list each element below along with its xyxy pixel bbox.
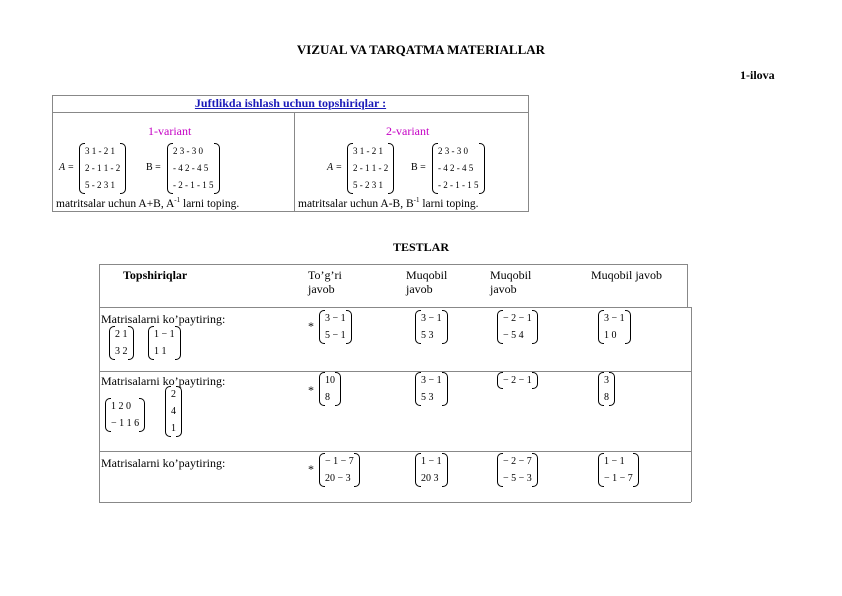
matrix-row: 2 - 1 1 - 2 xyxy=(85,163,121,173)
pair-work-header: Juftlikda ishlash uchun topshiriqlar : xyxy=(53,96,528,113)
variant1-label: 1-variant xyxy=(148,124,192,138)
row3-alt-answer-3: 1 − 1 − 1 − 7 xyxy=(604,453,633,487)
question-text: Matrisalarni ko’paytiring: xyxy=(101,374,226,388)
row1-matrix-1: 2 1 3 2 xyxy=(115,326,128,360)
variant2-matrix-b xyxy=(438,143,479,194)
matrix-row: - 2 - 1 - 1 5 xyxy=(438,180,479,190)
matrix-a-label: A = xyxy=(59,162,75,173)
row2-alt-answer-3: 3 8 xyxy=(604,372,609,406)
variant1-matrix-a xyxy=(85,143,120,194)
matrix-row: 3 1 - 2 1 xyxy=(353,146,383,156)
page-title: VIZUAL VA TARQATMA MATERIALLAR xyxy=(296,42,546,57)
matrix-row: 2 3 - 3 0 xyxy=(173,146,203,156)
appendix-label: 1-ilova xyxy=(740,68,775,82)
correct-marker: * xyxy=(308,462,314,476)
row2-matrix-2: 2 4 1 xyxy=(171,386,176,437)
matrix-row: - 4 2 - 4 5 xyxy=(173,163,209,173)
row1-matrix-2: 1 − 1 1 1 xyxy=(154,326,175,360)
row2-alt-answer-1: 3 − 1 5 3 xyxy=(421,372,442,406)
matrix-row: - 2 - 1 - 1 5 xyxy=(173,180,214,190)
matrix-row: 2 - 1 1 - 2 xyxy=(353,163,389,173)
column-divider xyxy=(294,112,295,212)
row2-correct-answer: 10 8 xyxy=(325,372,335,406)
row3-correct-answer: − 1 − 7 20 − 3 xyxy=(325,453,354,487)
pair-work-table xyxy=(52,95,529,212)
question-text: Matrisalarni ko’paytiring: xyxy=(101,312,226,326)
tests-title: TESTLAR xyxy=(392,240,450,254)
question-text: Matrisalarni ko’paytiring: xyxy=(101,456,226,470)
row1-alt-answer-3: 3 − 1 1 0 xyxy=(604,310,625,344)
variant1-task: matritsalar uchun A+B, $A^{-1}$ larni toping. xyxy=(56,196,240,210)
matrix-row: 5 - 2 3 1 xyxy=(85,180,115,190)
row3-alt-answer-2: − 2 − 7 − 5 − 3 xyxy=(503,453,532,487)
variant2-label: 2-variant xyxy=(386,124,430,138)
row2-matrix-1: 1 2 0 − 1 1 6 xyxy=(111,398,139,432)
header-correct: To’g’ri javob xyxy=(308,268,342,296)
header-alt3: Muqobil javob xyxy=(591,268,662,282)
variant2-task: matritsalar uchun A-B, $B^{-1}$ larni toping. xyxy=(298,196,479,210)
matrix-a-label: A = xyxy=(327,162,343,173)
matrix-row: 2 3 - 3 0 xyxy=(438,146,468,156)
row1-alt-answer-1: 3 − 1 5 3 xyxy=(421,310,442,344)
header-tasks: Topshiriqlar xyxy=(123,268,188,282)
header-alt2: Muqobil javob xyxy=(490,268,532,296)
correct-marker: * xyxy=(308,383,314,397)
header-alt1: Muqobil javob xyxy=(406,268,448,296)
matrix-b-label: B = xyxy=(146,162,161,173)
tests-table xyxy=(99,264,691,502)
matrix-row: - 4 2 - 4 5 xyxy=(438,163,474,173)
correct-marker: * xyxy=(308,319,314,333)
row2-alt-answer-2: − 2 − 1 xyxy=(503,372,532,389)
variant1-matrix-b xyxy=(173,143,214,194)
matrix-row: 3 1 - 2 1 xyxy=(85,146,115,156)
row1-correct-answer: 3 − 1 5 − 1 xyxy=(325,310,346,344)
matrix-row: 5 - 2 3 1 xyxy=(353,180,383,190)
row3-alt-answer-1: 1 − 1 20 3 xyxy=(421,453,442,487)
row1-alt-answer-2: − 2 − 1 − 5 4 xyxy=(503,310,532,344)
variant2-matrix-a xyxy=(353,143,388,194)
matrix-b-label: B = xyxy=(411,162,426,173)
